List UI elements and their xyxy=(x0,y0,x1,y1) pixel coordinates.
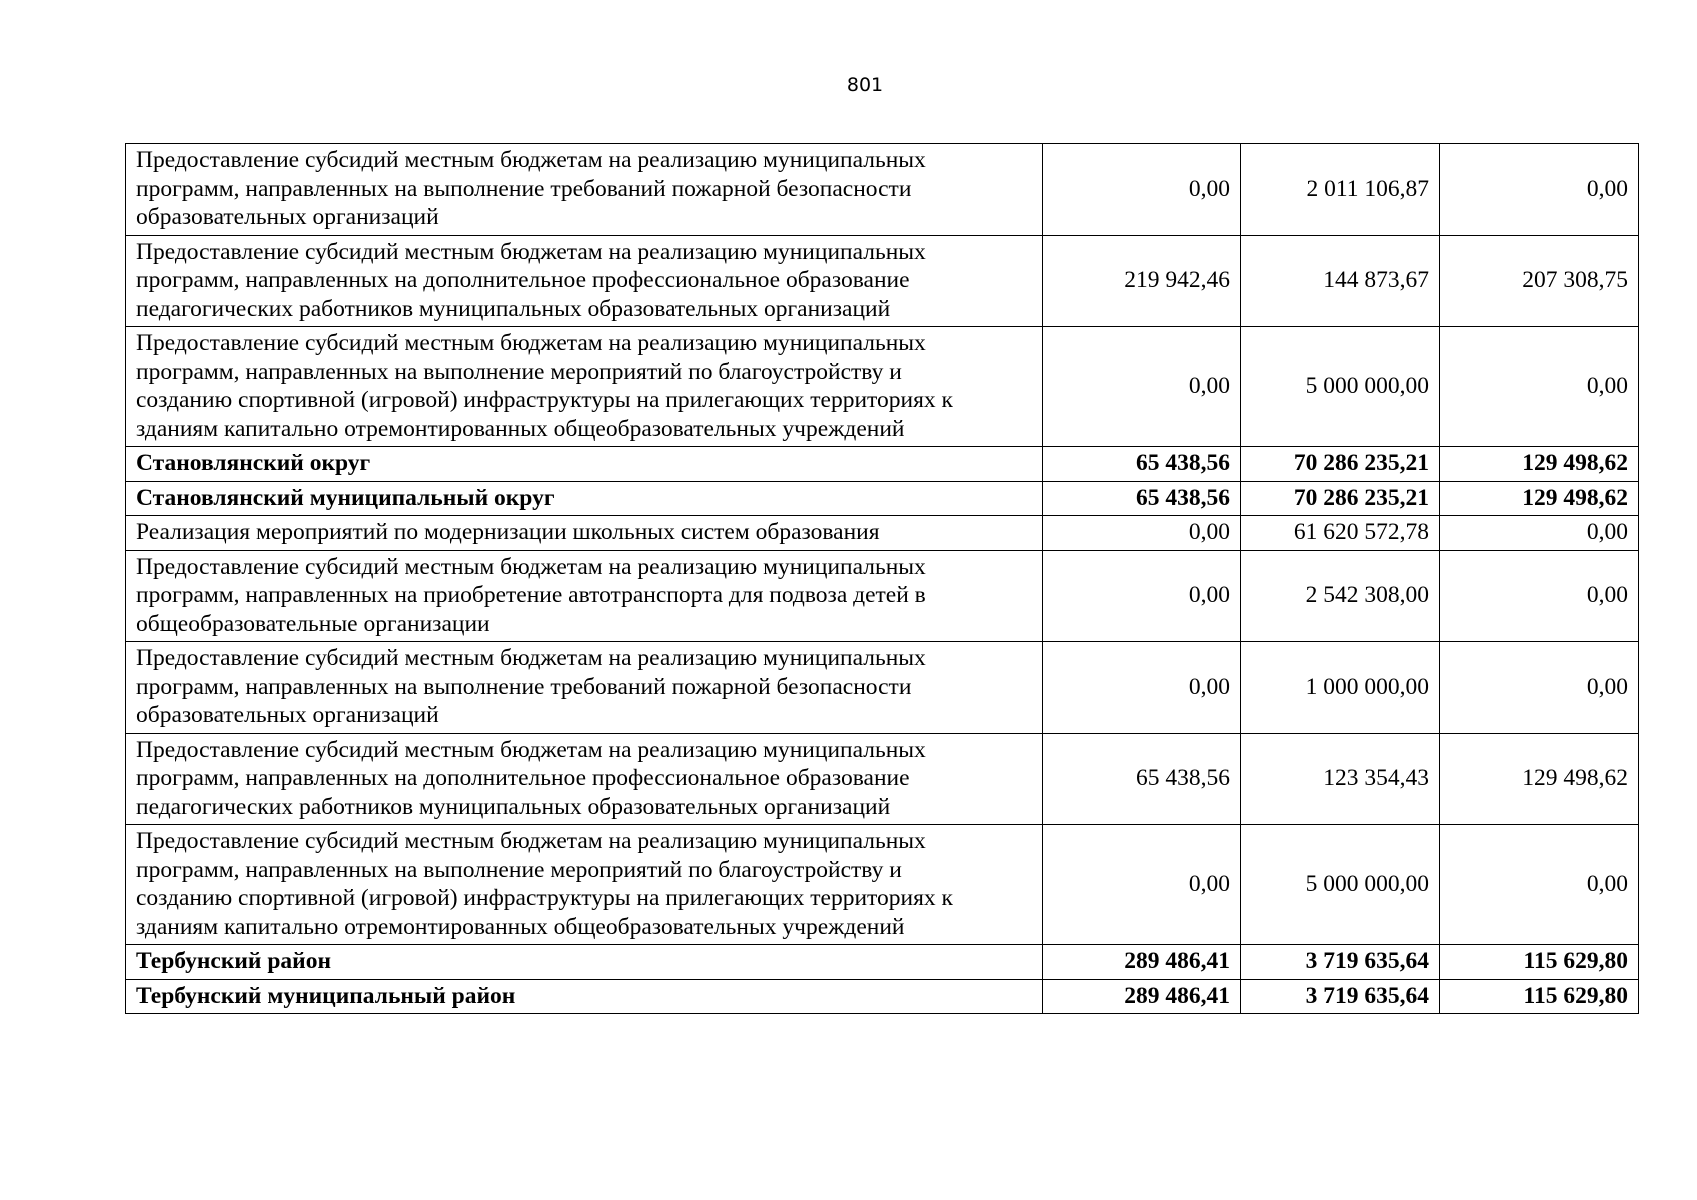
table-row xyxy=(126,550,1639,642)
row-value-3-cell: 0,00 xyxy=(1440,825,1639,945)
row-value-2-cell: 61 620 572,78 xyxy=(1241,516,1440,551)
table-row xyxy=(126,979,1639,1014)
row-value-1-cell: 0,00 xyxy=(1043,327,1241,447)
row-value-3-cell: 0,00 xyxy=(1440,327,1639,447)
row-value-1-cell: 0,00 xyxy=(1043,550,1241,642)
row-name-cell: Предоставление субсидий местным бюджетам на реализацию муниципальных программ, направленных на приобретение автотранспорта для подвоза детей в общеобразовательные организации xyxy=(126,550,1043,642)
table-row xyxy=(126,327,1639,447)
row-value-3-cell: 115 629,80 xyxy=(1440,979,1639,1014)
table-row xyxy=(126,447,1639,482)
row-name-cell: Тербунский район xyxy=(126,945,1043,980)
table-row xyxy=(126,516,1639,551)
row-value-1-cell: 65 438,56 xyxy=(1043,733,1241,825)
row-value-3-cell: 115 629,80 xyxy=(1440,945,1639,980)
row-name-cell: Предоставление субсидий местным бюджетам на реализацию муниципальных программ, направленных на дополнительное профессиональное образование педагогических работников муниципальных образовательных организаций xyxy=(126,235,1043,327)
table-row xyxy=(126,144,1639,236)
row-value-3-cell: 0,00 xyxy=(1440,144,1639,236)
row-value-2-cell: 3 719 635,64 xyxy=(1241,979,1440,1014)
row-value-1-cell: 219 942,46 xyxy=(1043,235,1241,327)
row-name-cell: Предоставление субсидий местным бюджетам на реализацию муниципальных программ, направленных на выполнение требований пожарной безопасности образовательных организаций xyxy=(126,144,1043,236)
row-value-1-cell: 0,00 xyxy=(1043,825,1241,945)
row-value-1-cell: 65 438,56 xyxy=(1043,447,1241,482)
row-name-cell: Становлянский муниципальный округ xyxy=(126,481,1043,516)
row-value-2-cell: 144 873,67 xyxy=(1241,235,1440,327)
row-value-2-cell: 70 286 235,21 xyxy=(1241,481,1440,516)
row-value-2-cell: 3 719 635,64 xyxy=(1241,945,1440,980)
table-row xyxy=(126,945,1639,980)
row-value-1-cell: 289 486,41 xyxy=(1043,979,1241,1014)
row-name-cell: Становлянский округ xyxy=(126,447,1043,482)
row-value-3-cell: 207 308,75 xyxy=(1440,235,1639,327)
table-row xyxy=(126,825,1639,945)
budget-table xyxy=(125,143,1639,1014)
row-value-2-cell: 2 542 308,00 xyxy=(1241,550,1440,642)
table-row xyxy=(126,481,1639,516)
row-value-3-cell: 0,00 xyxy=(1440,642,1639,734)
row-value-2-cell: 123 354,43 xyxy=(1241,733,1440,825)
row-value-3-cell: 129 498,62 xyxy=(1440,447,1639,482)
row-value-3-cell: 0,00 xyxy=(1440,516,1639,551)
row-name-cell: Реализация мероприятий по модернизации школьных систем образования xyxy=(126,516,1043,551)
row-name-cell: Предоставление субсидий местным бюджетам на реализацию муниципальных программ, направленных на выполнение требований пожарной безопасности образовательных организаций xyxy=(126,642,1043,734)
page-number: 801 xyxy=(846,74,884,96)
row-value-1-cell: 65 438,56 xyxy=(1043,481,1241,516)
row-value-2-cell: 1 000 000,00 xyxy=(1241,642,1440,734)
row-value-1-cell: 289 486,41 xyxy=(1043,945,1241,980)
row-value-2-cell: 5 000 000,00 xyxy=(1241,825,1440,945)
row-value-1-cell: 0,00 xyxy=(1043,144,1241,236)
row-name-cell: Предоставление субсидий местным бюджетам на реализацию муниципальных программ, направленных на выполнение мероприятий по благоустройству и созданию спортивной (игровой) инфраструктуры на прилегающих территориях к зданиям капитально отремонтированных общеобразовательных учреждений xyxy=(126,327,1043,447)
row-name-cell: Предоставление субсидий местным бюджетам на реализацию муниципальных программ, направленных на дополнительное профессиональное образование педагогических работников муниципальных образовательных организаций xyxy=(126,733,1043,825)
table-row xyxy=(126,642,1639,734)
row-value-3-cell: 129 498,62 xyxy=(1440,481,1639,516)
table-row xyxy=(126,235,1639,327)
row-value-1-cell: 0,00 xyxy=(1043,642,1241,734)
row-value-2-cell: 2 011 106,87 xyxy=(1241,144,1440,236)
row-value-2-cell: 70 286 235,21 xyxy=(1241,447,1440,482)
row-name-cell: Тербунский муниципальный район xyxy=(126,979,1043,1014)
row-value-3-cell: 129 498,62 xyxy=(1440,733,1639,825)
row-name-cell: Предоставление субсидий местным бюджетам на реализацию муниципальных программ, направленных на выполнение мероприятий по благоустройству и созданию спортивной (игровой) инфраструктуры на прилегающих территориях к зданиям капитально отремонтированных общеобразовательных учреждений xyxy=(126,825,1043,945)
row-value-3-cell: 0,00 xyxy=(1440,550,1639,642)
table-row xyxy=(126,733,1639,825)
budget-table-body xyxy=(126,144,1639,1014)
row-value-1-cell: 0,00 xyxy=(1043,516,1241,551)
row-value-2-cell: 5 000 000,00 xyxy=(1241,327,1440,447)
